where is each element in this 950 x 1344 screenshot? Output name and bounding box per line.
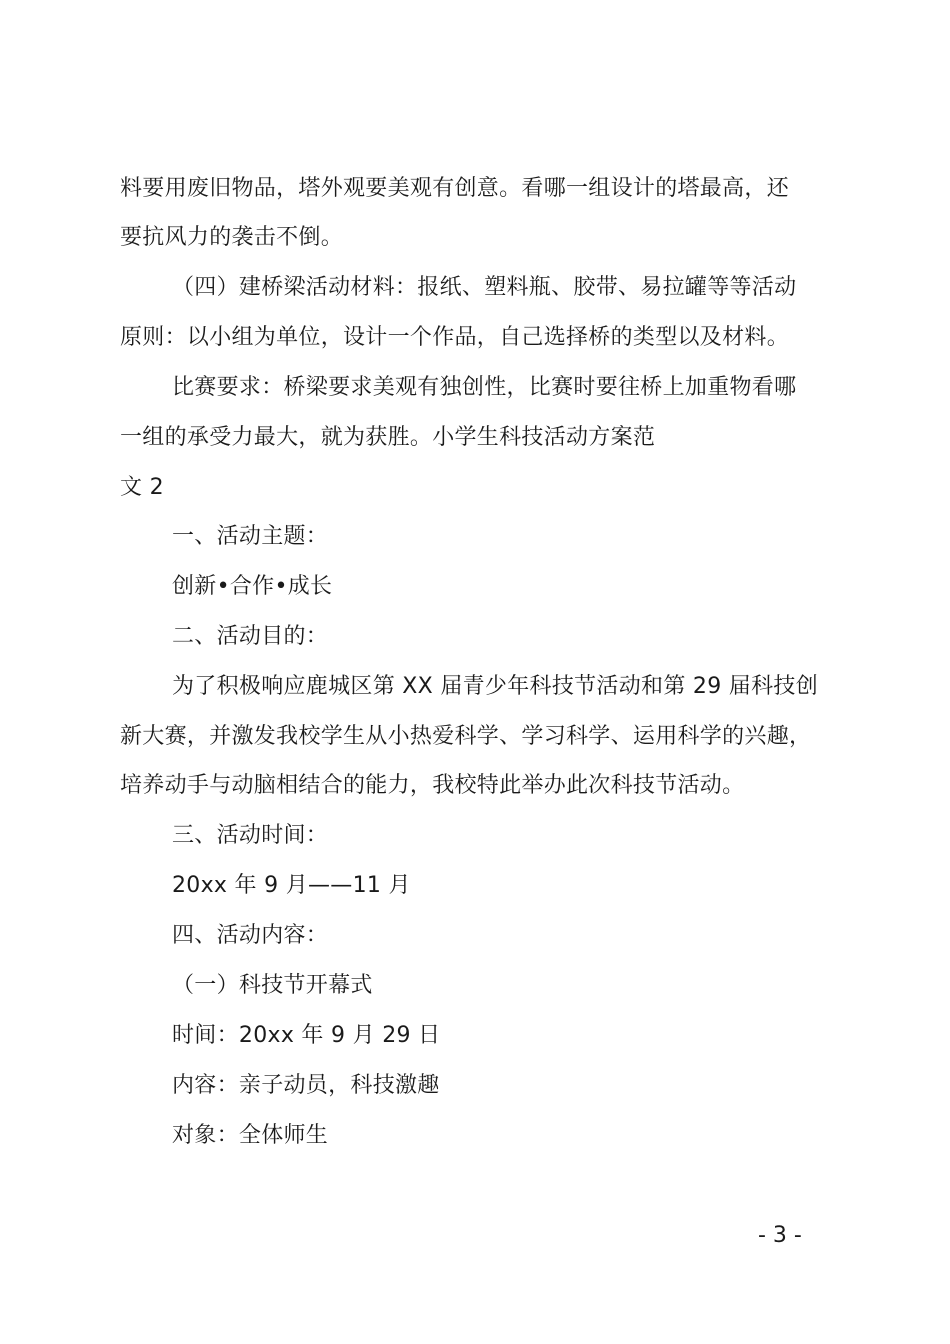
paragraph-line: 时间：20xx 年 9 月 29 日	[172, 1023, 441, 1048]
section-heading: 四、活动内容：	[172, 923, 329, 948]
paragraph-line: 原则：以小组为单位，设计一个作品，自己选择桥的类型以及材料。	[120, 325, 790, 350]
section-heading: 一、活动主题：	[172, 524, 329, 549]
section-heading: 三、活动时间：	[172, 823, 329, 848]
paragraph-line: 为了积极响应鹿城区第 XX 届青少年科技节活动和第 29 届科技创	[172, 674, 819, 699]
section-heading: 二、活动目的：	[172, 624, 329, 649]
paragraph-line: 要抗风力的袭击不倒。	[120, 225, 344, 250]
paragraph-line: 料要用废旧物品，塔外观要美观有创意。看哪一组设计的塔最高，还	[120, 176, 790, 201]
paragraph-line: 一组的承受力最大，就为获胜。小学生科技活动方案范	[120, 425, 656, 450]
paragraph-line: 文 2	[120, 475, 164, 500]
paragraph-line: 新大赛，并激发我校学生从小热爱科学、学习科学、运用科学的兴趣，	[120, 724, 812, 749]
paragraph-line: 内容：亲子动员，科技激趣	[172, 1073, 440, 1098]
paragraph-line: 20xx 年 9 月——11 月	[172, 873, 411, 898]
page-number: - 3 -	[758, 1223, 802, 1248]
paragraph-line: 培养动手与动脑相结合的能力，我校特此举办此次科技节活动。	[120, 773, 745, 798]
paragraph-line: 比赛要求：桥梁要求美观有独创性，比赛时要往桥上加重物看哪	[172, 375, 797, 400]
subsection-heading: （一）科技节开幕式	[172, 973, 373, 998]
paragraph-line: （四）建桥梁活动材料：报纸、塑料瓶、胶带、易拉罐等等活动	[172, 275, 797, 300]
paragraph-line: 对象：全体师生	[172, 1123, 329, 1148]
paragraph-line: 创新•合作•成长	[172, 574, 333, 599]
